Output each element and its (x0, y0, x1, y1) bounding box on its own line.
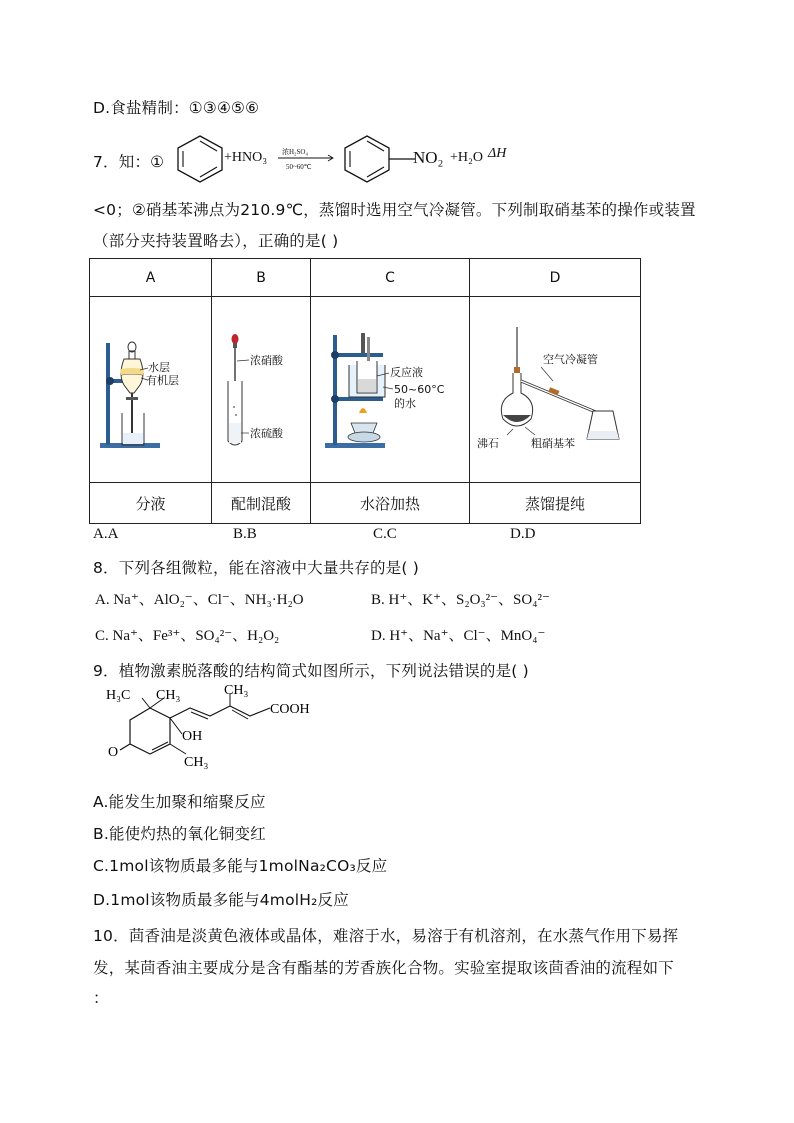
q7-option-b: B.B (233, 526, 257, 542)
q8-option-c: C. Na⁺、Fe³⁺、SO₄²⁻、H₂O₂ (95, 628, 280, 644)
struct-oh: OH (182, 729, 203, 744)
label-boiling-stone: 沸石 (477, 436, 499, 450)
apparatus-c-cell (311, 297, 470, 483)
q9-option-d: D.1mol该物质最多能与4molH₂反应 (93, 891, 349, 909)
table-label-c: 水浴加热 (311, 483, 470, 524)
q7-arrow-top: 浓H₂SO₄ (282, 148, 308, 156)
q10-line2: 发，某茴香油主要成分是含有酯基的芳香族化合物。实验室提取该茴香油的流程如下 (93, 959, 674, 977)
q7-option-d: D.D (510, 526, 536, 542)
q9-option-a: A.能发生加聚和缩聚反应 (93, 793, 266, 811)
q9-stem: 9．植物激素脱落酸的结构简式如图所示，下列说法错误的是( ) (93, 662, 529, 680)
table-label-d: 蒸馏提纯 (470, 483, 641, 524)
nitrobenzene-ring-icon (337, 132, 417, 184)
table-label-a: 分液 (90, 483, 212, 524)
table-label-b: 配制混酸 (212, 483, 311, 524)
separatory-funnel-icon (92, 323, 210, 453)
q10-line3: ： (93, 989, 109, 1007)
apparatus-table (89, 258, 641, 524)
struct-o: O (108, 745, 119, 760)
apparatus-b-cell (212, 297, 311, 483)
label-organic-layer: 有机层 (145, 373, 179, 387)
struct-h3c: H₃C (106, 688, 131, 703)
struct-ch3-chain: CH₃ (224, 683, 249, 698)
q7-product-group: NO₂ (413, 148, 444, 167)
water-bath-icon (315, 323, 465, 453)
label-air-condenser: 空气冷凝管 (543, 352, 598, 366)
struct-cooh: COOH (270, 702, 310, 717)
distillation-icon (475, 323, 635, 453)
q7-stem-line3: （部分夹持装置略去），正确的是( ) (93, 232, 339, 250)
test-tube-dropper-icon (213, 323, 309, 453)
apparatus-a-cell (90, 297, 212, 483)
q8-option-d: D. H⁺、Na⁺、Cl⁻、MnO₄⁻ (371, 628, 546, 644)
q10-line1: 10．茴香油是淡黄色液体或晶体，难溶于水，易溶于有机溶剂，在水蒸气作用下易挥 (93, 927, 679, 945)
struct-ch3-bottom: CH₃ (184, 755, 209, 770)
q8-option-b: B. H⁺、K⁺、S₂O₃²⁻、SO₄²⁻ (371, 592, 550, 608)
label-water: 的水 (394, 396, 416, 410)
table-header-b: B (212, 259, 311, 297)
q8-stem: 8．下列各组微粒，能在溶液中大量共存的是( ) (93, 559, 419, 577)
reaction-arrow-icon (278, 154, 336, 162)
q7-water: +H₂O (450, 150, 483, 165)
label-conc-sulfuric-acid: 浓硫酸 (250, 426, 283, 440)
q7-prefix: 7．知：① (93, 153, 165, 171)
label-crude-nitrobenzene: 粗硝基苯 (531, 436, 575, 450)
q7-option-c: C.C (373, 526, 397, 542)
apparatus-d-cell (470, 297, 641, 483)
q7-stem-line2: <0；②硝基苯沸点为210.9℃，蒸馏时选用空气冷凝管。下列制取硝基苯的操作或装置 (93, 201, 696, 219)
struct-ch3-top: CH₃ (156, 688, 181, 703)
q9-option-b: B.能使灼热的氧化铜变红 (93, 825, 266, 843)
table-header-c: C (311, 259, 470, 297)
label-temperature: 50~60°C (394, 382, 445, 396)
q6-option-d: D.食盐精制：①③④⑤⑥ (93, 99, 260, 117)
q9-option-c: C.1mol该物质最多能与1molNa₂CO₃反应 (93, 857, 388, 875)
q8-option-a: A. Na⁺、AlO₂⁻、Cl⁻、NH₃·H₂O (95, 592, 304, 608)
q7-option-a: A.A (93, 526, 119, 542)
label-water-layer: 水层 (147, 360, 170, 374)
table-header-d: D (470, 259, 641, 297)
label-reaction-liquid: 反应液 (390, 365, 423, 379)
label-conc-nitric-acid: 浓硝酸 (250, 353, 283, 367)
table-header-a: A (90, 259, 212, 297)
q7-reagent: +HNO₃ (224, 150, 268, 165)
q7-arrow-bottom: 50~60℃ (286, 163, 312, 171)
benzene-ring-icon (170, 132, 230, 184)
q7-delta-h: ΔH (488, 146, 507, 161)
abscisic-acid-structure (90, 682, 330, 782)
